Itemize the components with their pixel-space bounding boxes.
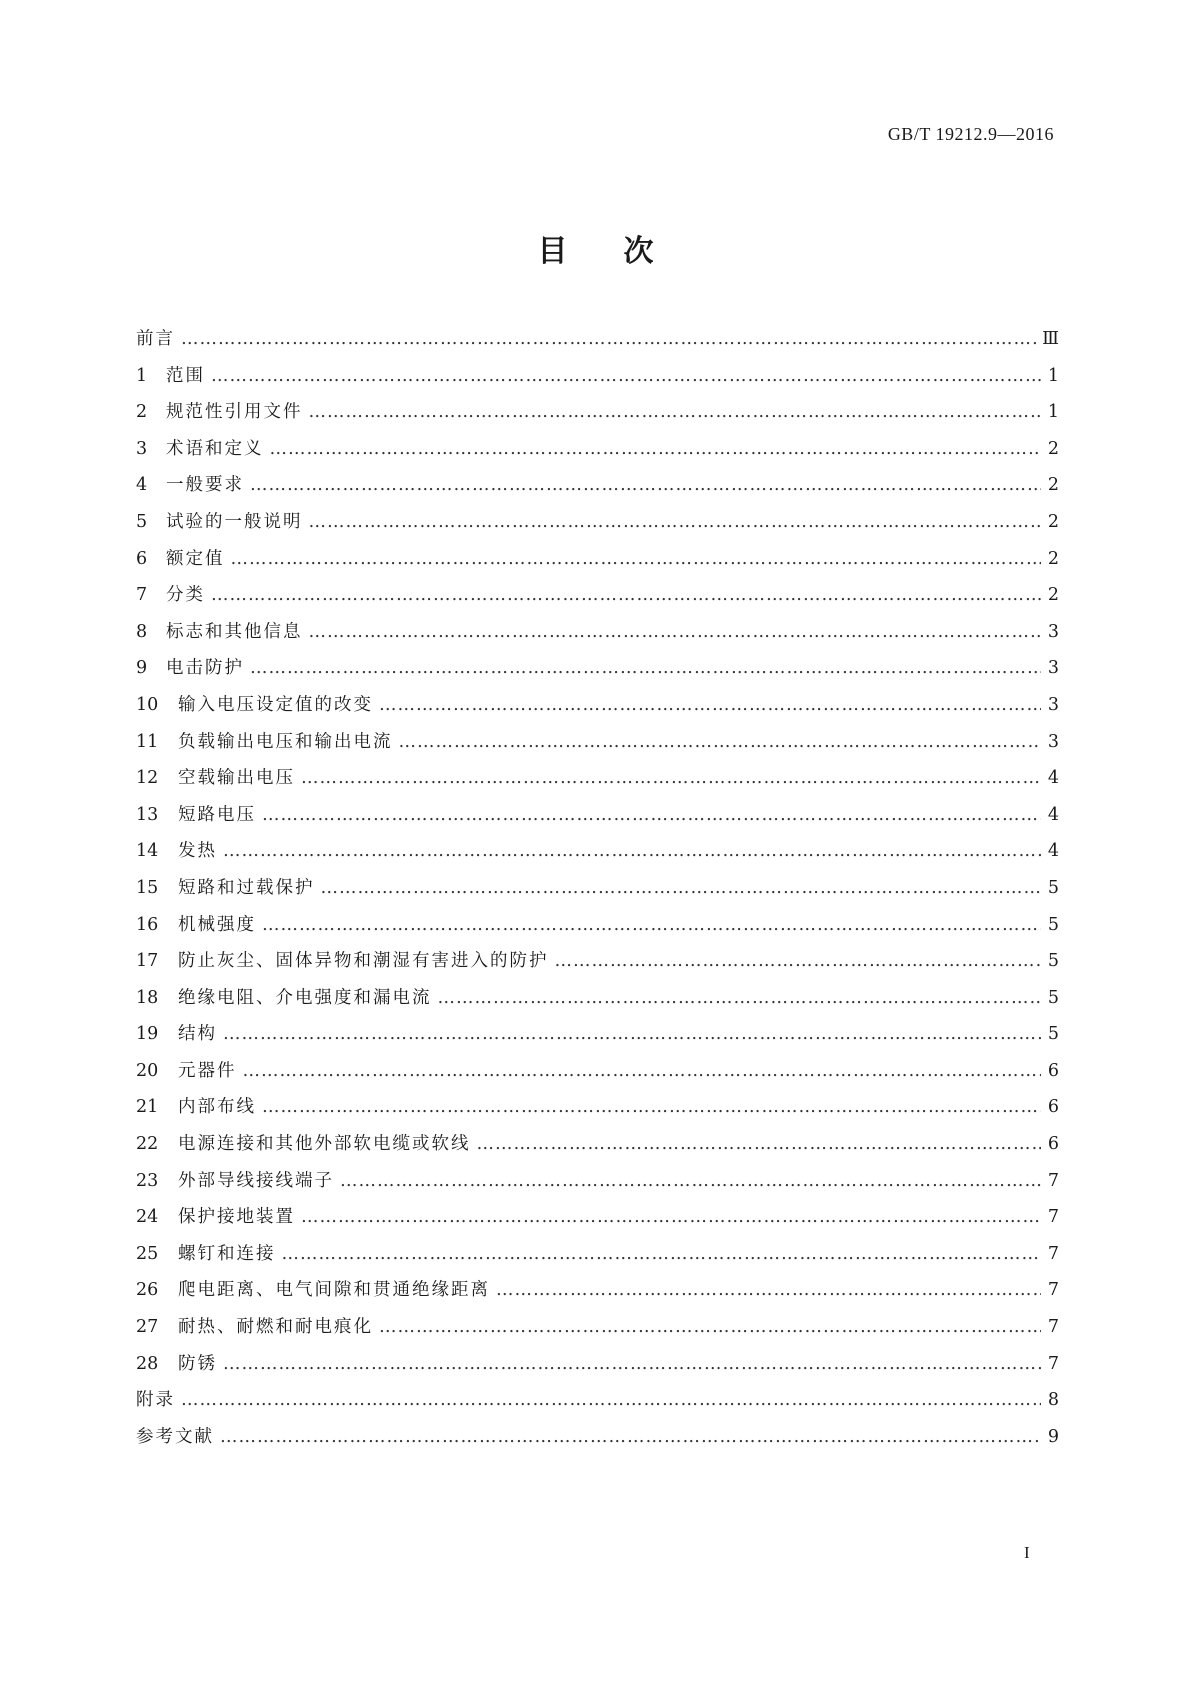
toc-entry-page: 6 [1047, 1060, 1059, 1081]
toc-entry-number: 22 [136, 1134, 159, 1155]
toc-entry[interactable] [136, 1423, 1059, 1460]
toc-entry[interactable] [136, 435, 1059, 472]
toc-entry-number: 6 [136, 548, 148, 569]
toc-entry-page: 6 [1047, 1134, 1059, 1155]
toc-entry-number: 19 [136, 1024, 159, 1045]
toc-entry-label: 螺钉和连接 [178, 1243, 276, 1264]
toc-entry-page: 5 [1047, 914, 1059, 935]
toc-entry-page: 2 [1047, 511, 1059, 532]
toc-entry-label: 负载输出电压和输出电流 [178, 731, 393, 752]
toc-leader-dots [301, 1207, 1041, 1227]
toc-entry[interactable] [136, 728, 1059, 765]
toc-entry-number: 14 [136, 841, 159, 862]
toc-leader-dots [250, 475, 1041, 495]
toc-entry-page: 5 [1047, 1024, 1059, 1045]
toc-entry-number: 20 [136, 1060, 159, 1081]
toc-entry-number: 24 [136, 1207, 159, 1228]
toc-entry-page: Ⅲ [1042, 329, 1059, 349]
toc-leader-dots [231, 549, 1042, 569]
toc-entry-number: 5 [136, 511, 148, 532]
toc-entry-page: 2 [1047, 475, 1059, 496]
toc-entry[interactable] [136, 837, 1059, 874]
toc-entry-number: 25 [136, 1243, 159, 1264]
standard-code: GB/T 19212.9—2016 [887, 124, 1054, 144]
toc-entry-label: 内部布线 [178, 1097, 256, 1118]
toc-entry-label: 外部导线接线端子 [178, 1170, 334, 1191]
toc-entry-number: 18 [136, 987, 159, 1008]
toc-leader-dots [220, 1427, 1041, 1447]
toc-leader-dots [309, 622, 1042, 642]
toc-entry-label: 输入电压设定值的改变 [178, 694, 373, 715]
toc-leader-dots [321, 878, 1042, 898]
toc-entry-label: 防锈 [178, 1353, 217, 1374]
toc-entry-number: 16 [136, 914, 159, 935]
toc-entry-label: 短路和过载保护 [178, 877, 315, 898]
toc-entry[interactable] [136, 618, 1059, 655]
toc-entry-page: 5 [1047, 877, 1059, 898]
toc-entry-number: 11 [136, 731, 159, 752]
toc-leader-dots [211, 366, 1041, 386]
toc-leader-dots [379, 695, 1041, 715]
toc-entry-label: 电击防护 [166, 658, 244, 679]
toc-entry-label: 参考文献 [136, 1426, 214, 1447]
toc-entry-label: 短路电压 [178, 804, 256, 825]
toc-entry-number: 28 [136, 1353, 159, 1374]
toc-leader-dots [555, 951, 1042, 971]
toc-entry[interactable] [136, 1240, 1059, 1277]
toc-entry-page: 3 [1047, 731, 1059, 752]
toc-entry-label: 标志和其他信息 [166, 621, 303, 642]
toc-entry-number: 3 [136, 438, 148, 459]
toc-entry[interactable] [136, 874, 1059, 911]
toc-entry[interactable] [136, 362, 1059, 399]
toc-leader-dots [309, 402, 1042, 422]
toc-entry[interactable] [136, 911, 1059, 948]
toc-entry-page: 1 [1047, 402, 1059, 423]
toc-entry-label: 附录 [136, 1390, 175, 1411]
toc-entry[interactable] [136, 1350, 1059, 1387]
toc-entry[interactable] [136, 1386, 1059, 1423]
toc-entry-label: 额定值 [166, 548, 225, 569]
toc-entry-page: 3 [1047, 694, 1059, 715]
toc-entry-page: 7 [1047, 1317, 1059, 1338]
toc-entry-page: 4 [1047, 841, 1059, 862]
toc-leader-dots [282, 1244, 1042, 1264]
toc-leader-dots [477, 1134, 1042, 1154]
toc-entry-number: 13 [136, 804, 159, 825]
toc-entry-label: 空载输出电压 [178, 768, 295, 789]
toc-entry-label: 一般要求 [166, 475, 244, 496]
toc-entry-number: 1 [136, 365, 148, 386]
toc-entry-number: 2 [136, 402, 148, 423]
toc-entry-page: 7 [1047, 1280, 1059, 1301]
toc-entry-page: 3 [1047, 621, 1059, 642]
toc-entry-page: 5 [1047, 987, 1059, 1008]
toc-entry-page: 3 [1047, 658, 1059, 679]
toc-entry-page: 4 [1047, 804, 1059, 825]
toc-entry-page: 1 [1047, 365, 1059, 386]
toc-entry-label: 耐热、耐燃和耐电痕化 [178, 1317, 373, 1338]
toc-entry[interactable] [136, 1130, 1059, 1167]
toc-entry[interactable] [136, 545, 1059, 582]
toc-entry[interactable] [136, 764, 1059, 801]
table-of-contents [136, 325, 1059, 1459]
toc-entry-label: 机械强度 [178, 914, 256, 935]
toc-leader-dots [243, 1061, 1042, 1081]
page-title: 目次 [537, 234, 710, 269]
toc-entry[interactable] [136, 984, 1059, 1021]
toc-entry[interactable] [136, 1057, 1059, 1094]
toc-entry-label: 术语和定义 [166, 438, 264, 459]
toc-entry-page: 2 [1047, 438, 1059, 459]
toc-leader-dots [181, 1390, 1041, 1410]
toc-entry-page: 5 [1047, 951, 1059, 972]
toc-entry-label: 防止灰尘、固体异物和潮湿有害进入的防护 [178, 951, 549, 972]
toc-entry-number: 7 [136, 585, 148, 606]
toc-leader-dots [496, 1280, 1041, 1300]
toc-entry-page: 9 [1047, 1426, 1059, 1447]
toc-entry[interactable] [136, 398, 1059, 435]
toc-entry-number: 4 [136, 475, 148, 496]
toc-entry-number: 23 [136, 1170, 159, 1191]
toc-entry-page: 6 [1047, 1097, 1059, 1118]
toc-entry-label: 前言 [136, 329, 175, 349]
toc-entry-page: 2 [1047, 548, 1059, 569]
toc-entry-label: 爬电距离、电气间隙和贯通绝缘距离 [178, 1280, 490, 1301]
toc-entry[interactable] [136, 1313, 1059, 1350]
toc-leader-dots [223, 1354, 1041, 1374]
toc-entry-number: 12 [136, 768, 159, 789]
toc-leader-dots [262, 1097, 1041, 1117]
toc-entry-label: 规范性引用文件 [166, 402, 303, 423]
toc-entry-page: 7 [1047, 1207, 1059, 1228]
toc-leader-dots [309, 512, 1042, 532]
toc-entry-page: 4 [1047, 768, 1059, 789]
toc-entry-label: 保护接地装置 [178, 1207, 295, 1228]
toc-entry-page: 2 [1047, 585, 1059, 606]
toc-entry[interactable] [136, 691, 1059, 728]
toc-leader-dots [399, 732, 1042, 752]
toc-entry[interactable] [136, 325, 1059, 362]
toc-leader-dots [262, 915, 1041, 935]
toc-entry-label: 分类 [166, 585, 205, 606]
toc-leader-dots [250, 658, 1041, 678]
toc-entry-label: 试验的一般说明 [166, 511, 303, 532]
toc-entry-label: 范围 [166, 365, 205, 386]
toc-leader-dots [223, 1024, 1041, 1044]
toc-leader-dots [379, 1317, 1041, 1337]
toc-entry-number: 17 [136, 951, 159, 972]
toc-entry[interactable] [136, 1276, 1059, 1313]
toc-entry-label: 电源连接和其他外部软电缆或软线 [178, 1134, 471, 1155]
toc-entry-label: 发热 [178, 841, 217, 862]
toc-entry-label: 结构 [178, 1024, 217, 1045]
toc-entry-number: 8 [136, 621, 148, 642]
toc-entry[interactable] [136, 654, 1059, 691]
toc-entry-number: 27 [136, 1317, 159, 1338]
toc-entry-number: 21 [136, 1097, 159, 1118]
toc-entry[interactable] [136, 508, 1059, 545]
toc-leader-dots [211, 585, 1041, 605]
toc-entry[interactable] [136, 1203, 1059, 1240]
toc-entry[interactable] [136, 947, 1059, 984]
toc-entry-page: 7 [1047, 1243, 1059, 1264]
toc-entry[interactable] [136, 1020, 1059, 1057]
toc-leader-dots [223, 841, 1041, 861]
toc-entry[interactable] [136, 1093, 1059, 1130]
toc-entry[interactable] [136, 581, 1059, 618]
toc-entry-number: 9 [136, 658, 148, 679]
toc-entry-number: 15 [136, 877, 159, 898]
toc-entry-page: 7 [1047, 1353, 1059, 1374]
toc-entry-number: 26 [136, 1280, 159, 1301]
toc-entry-label: 元器件 [178, 1060, 237, 1081]
toc-entry-page: 7 [1047, 1170, 1059, 1191]
toc-entry-page: 8 [1047, 1390, 1059, 1411]
toc-entry[interactable] [136, 801, 1059, 838]
toc-leader-dots [340, 1171, 1041, 1191]
toc-leader-dots [270, 439, 1042, 459]
toc-entry[interactable] [136, 1167, 1059, 1204]
toc-leader-dots [438, 988, 1042, 1008]
toc-leader-dots [181, 329, 1036, 349]
toc-entry[interactable] [136, 471, 1059, 508]
toc-entry-label: 绝缘电阻、介电强度和漏电流 [178, 987, 432, 1008]
toc-entry-number: 10 [136, 694, 159, 715]
page-number: I [1024, 1543, 1030, 1562]
toc-leader-dots [262, 805, 1041, 825]
toc-leader-dots [301, 768, 1041, 788]
